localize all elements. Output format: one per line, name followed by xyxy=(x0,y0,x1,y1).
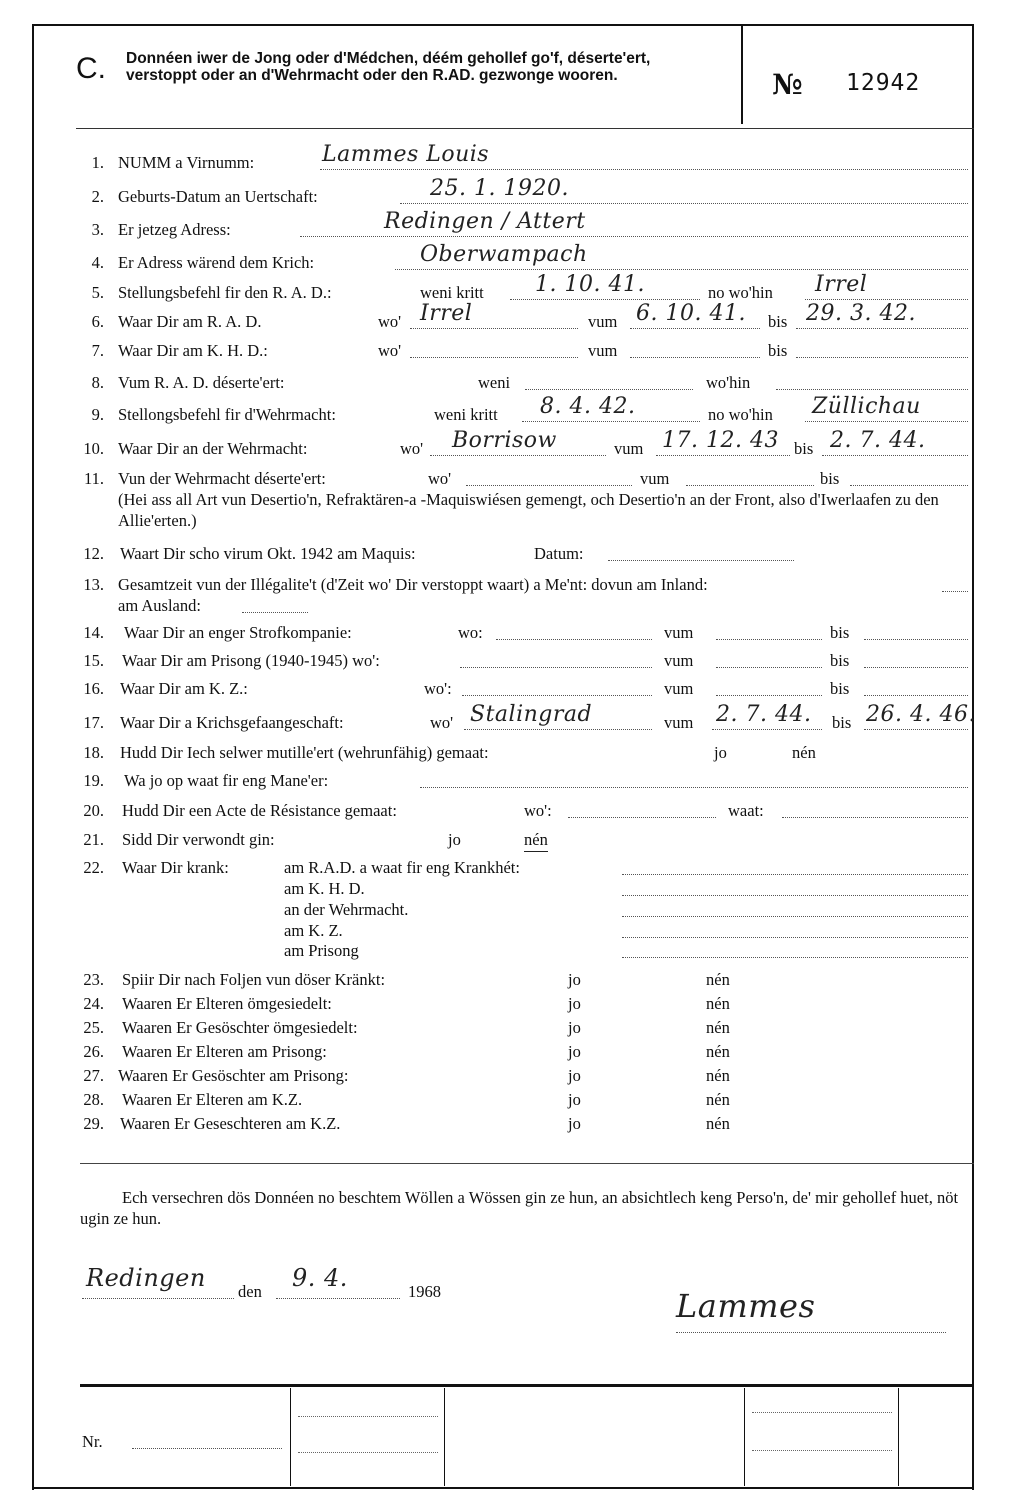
fill-line[interactable] xyxy=(510,299,700,300)
row-9 xyxy=(0,394,1024,428)
row-3 xyxy=(0,209,1024,243)
row-8 xyxy=(0,372,1024,396)
col-label: weni kritt xyxy=(434,405,498,424)
row-number: 1. xyxy=(91,153,104,172)
row-label: Waaren Er Elteren ömgesiedelt: xyxy=(122,994,332,1013)
fill-line[interactable] xyxy=(822,455,968,456)
row-number: 8. xyxy=(91,373,104,392)
option-no[interactable]: nén xyxy=(706,1042,730,1061)
col-label: no wo'hin xyxy=(708,405,773,424)
row-26 xyxy=(0,1041,1024,1065)
row-17 xyxy=(0,702,1024,736)
fill-line[interactable] xyxy=(320,169,968,170)
place-fill-line[interactable] xyxy=(82,1298,234,1299)
year-label: 1968 xyxy=(408,1282,441,1301)
col-label: wo': xyxy=(424,679,452,698)
handwritten-name: Lammes Louis xyxy=(322,142,490,167)
header-rule xyxy=(76,128,974,129)
row-label: Waar Dir a Krichsgefaangeschaft: xyxy=(120,713,344,732)
option-yes[interactable]: jo xyxy=(568,1066,581,1085)
fill-line[interactable] xyxy=(568,817,716,818)
fill-line[interactable] xyxy=(782,817,968,818)
fill-line[interactable] xyxy=(242,612,308,613)
handwritten-date: 29. 3. 42. xyxy=(806,301,916,326)
row-number: 27. xyxy=(83,1066,104,1085)
form-number: 12942 xyxy=(846,70,921,96)
option-yes[interactable]: jo xyxy=(714,743,727,762)
option-no[interactable]: nén xyxy=(706,1018,730,1037)
nr-label: Nr. xyxy=(82,1432,103,1451)
col-label: bis xyxy=(768,341,788,360)
row-label: Gesamtzeit vun der Illégalite't (d'Zeit wo' Dir verstoppt waart) a Me'nt: dovun am Inland: xyxy=(118,575,708,594)
handwritten-place: Redingen xyxy=(86,1264,206,1292)
row-11-note: (Hei ass all Art vun Desertio'n, Refraktären-a -Maquiswiésen gemengt, och Desertio'n an der Front, also d'Iwerlaafen zu den Allie'erten.) xyxy=(118,490,939,530)
handwritten-birthdate: 25. 1. 1920. xyxy=(430,176,569,201)
handwritten-place: Züllichau xyxy=(812,394,921,419)
office-fill-line[interactable] xyxy=(752,1450,892,1451)
col-label: vum xyxy=(588,341,618,360)
sub-label: am K. H. D. xyxy=(284,879,365,898)
fill-line[interactable] xyxy=(864,639,968,640)
fill-line[interactable] xyxy=(460,667,652,668)
col-label: bis xyxy=(794,439,814,458)
row-6 xyxy=(0,301,1024,335)
row-label: Waar Dir am Prisong (1940-1945) wo': xyxy=(122,651,380,670)
fill-line[interactable] xyxy=(622,916,968,917)
fill-line[interactable] xyxy=(776,389,968,390)
col-label: weni kritt xyxy=(420,283,484,302)
col-label: bis xyxy=(830,679,850,698)
col-label: no wo'hin xyxy=(708,283,773,302)
option-yes[interactable]: jo xyxy=(568,1114,581,1133)
row-14 xyxy=(0,622,1024,646)
fill-line[interactable] xyxy=(608,560,794,561)
fill-line[interactable] xyxy=(686,485,814,486)
row-number: 2. xyxy=(91,187,104,206)
handwritten-signature: Lammes xyxy=(676,1287,816,1325)
sub-label: am Prisong xyxy=(284,941,359,960)
col-label: Datum: xyxy=(534,544,584,563)
row-label: Waar Dir am K. Z.: xyxy=(120,679,248,698)
option-yes[interactable]: jo xyxy=(568,994,581,1013)
date-fill-line[interactable] xyxy=(276,1298,400,1299)
col-label: bis xyxy=(820,469,840,488)
row-number: 4. xyxy=(91,253,104,272)
row-2 xyxy=(0,176,1024,210)
handwritten-date: 26. 4. 46. xyxy=(866,702,976,727)
header-divider xyxy=(741,26,743,124)
col-label: weni xyxy=(478,373,511,392)
fill-line[interactable] xyxy=(656,455,790,456)
option-no[interactable]: nén xyxy=(706,994,730,1013)
row-13-abroad xyxy=(0,595,1024,619)
row-label: Waaren Er Gesöschter am Prisong: xyxy=(118,1066,349,1085)
col-label: bis xyxy=(830,651,850,670)
row-label: Waaren Er Gesöschter ömgesiedelt: xyxy=(122,1018,358,1037)
row-label: Wa jo op waat fir eng Mane'er: xyxy=(124,771,329,790)
row-4 xyxy=(0,242,1024,276)
row-label: Waar Dir am R. A. D. xyxy=(118,312,262,331)
row-number: 15. xyxy=(83,651,104,670)
row-label: Waar Dir an der Wehrmacht: xyxy=(118,439,308,458)
fill-line[interactable] xyxy=(796,328,968,329)
col-label: waat: xyxy=(728,801,764,820)
office-fill-line[interactable] xyxy=(752,1412,892,1413)
option-no[interactable]: nén xyxy=(792,743,816,762)
fill-line[interactable] xyxy=(622,957,968,958)
fill-line[interactable] xyxy=(522,421,700,422)
row-number: 29. xyxy=(83,1114,104,1133)
fill-line[interactable] xyxy=(864,729,968,730)
row-number: 21. xyxy=(83,830,104,849)
col-label: vum xyxy=(664,651,694,670)
handwritten-address: Redingen / Attert xyxy=(384,209,586,234)
form-heading: Donnéen iwer de Jong oder d'Médchen, déém gehollef go'f, déserte'ert, verstoppt oder an d'Wehrmacht oder den R.AD. gezwonge wooren. xyxy=(126,50,651,84)
row-number: 5. xyxy=(91,283,104,302)
row-number: 16. xyxy=(83,679,104,698)
col-label: wo' xyxy=(378,341,402,360)
office-table-top xyxy=(80,1384,972,1387)
fill-line[interactable] xyxy=(525,389,693,390)
row-number: 10. xyxy=(83,439,104,458)
handwritten-date: 17. 12. 43 xyxy=(662,428,779,453)
option-yes[interactable]: jo xyxy=(568,1090,581,1109)
row-label: Hudd Dir Iech selwer mutille'ert (wehrunfähig) gemaat: xyxy=(120,743,489,762)
row-number: 12. xyxy=(83,544,104,563)
col-label: vum xyxy=(588,312,618,331)
section-rule xyxy=(80,1163,974,1164)
fill-line[interactable] xyxy=(430,455,606,456)
row-label: Geburts-Datum an Uertschaft: xyxy=(118,187,318,206)
fill-line[interactable] xyxy=(300,236,968,237)
fill-line[interactable] xyxy=(864,695,968,696)
col-label: wo' xyxy=(378,312,402,331)
fill-line[interactable] xyxy=(462,695,652,696)
handwritten-war-address: Oberwampach xyxy=(420,242,588,267)
row-number: 20. xyxy=(83,801,104,820)
row-1 xyxy=(0,142,1024,176)
col-label: vum xyxy=(664,713,694,732)
row-19 xyxy=(0,770,1024,794)
col-label: vum xyxy=(664,679,694,698)
handwritten-date: 8. 4. 42. xyxy=(540,394,636,419)
col-label: bis xyxy=(830,623,850,642)
fill-line[interactable] xyxy=(805,421,968,422)
option-no-selected[interactable]: nén xyxy=(524,829,548,852)
fill-line[interactable] xyxy=(410,357,578,358)
row-number: 9. xyxy=(91,405,104,424)
row-number: 28. xyxy=(83,1090,104,1109)
signature-fill-line[interactable] xyxy=(676,1332,946,1333)
row-label: Waar Dir am K. H. D.: xyxy=(118,341,268,360)
row-label: Stellungsbefehl fir den R. A. D.: xyxy=(118,283,332,302)
handwritten-date: 9. 4. xyxy=(292,1264,348,1292)
col-label: wo' xyxy=(430,713,454,732)
row-number: 24. xyxy=(83,994,104,1013)
fill-line[interactable] xyxy=(496,639,652,640)
row-12 xyxy=(0,543,1024,567)
handwritten-place: Borrisow xyxy=(452,428,557,453)
signature-place-date xyxy=(0,1264,1024,1305)
row-label: Sidd Dir verwondt gin: xyxy=(122,830,275,849)
row-number: 18. xyxy=(83,743,104,762)
row-20 xyxy=(0,800,1024,824)
row-label: Waar Dir an enger Strofkompanie: xyxy=(124,623,352,642)
row-label: NUMM a Virnumm: xyxy=(118,153,255,172)
row-label: Waaren Er Elteren am Prisong: xyxy=(122,1042,327,1061)
handwritten-date: 6. 10. 41. xyxy=(636,301,746,326)
option-yes[interactable]: jo xyxy=(568,970,581,989)
fill-line[interactable] xyxy=(622,937,968,938)
col-label: wo' xyxy=(400,439,424,458)
fill-line[interactable] xyxy=(410,328,578,329)
sub-label: am R.A.D. a waat fir eng Krankhét: xyxy=(284,858,520,877)
fill-line[interactable] xyxy=(712,729,822,730)
row-label: Waart Dir scho virum Okt. 1942 am Maquis: xyxy=(120,544,416,563)
fill-line[interactable] xyxy=(796,357,968,358)
row-number: 13. xyxy=(83,575,104,594)
option-yes[interactable]: jo xyxy=(448,830,461,849)
fill-line[interactable] xyxy=(622,874,968,875)
row-number: 26. xyxy=(83,1042,104,1061)
fill-line[interactable] xyxy=(716,695,822,696)
row-27 xyxy=(0,1065,1024,1089)
number-symbol: № xyxy=(772,68,803,101)
row-number: 22. xyxy=(83,858,104,877)
fill-line[interactable] xyxy=(716,667,822,668)
section-letter: C. xyxy=(76,52,106,85)
row-number: 11. xyxy=(83,469,104,488)
fill-line[interactable] xyxy=(622,895,968,896)
row-label: am Ausland: xyxy=(118,596,201,615)
option-no[interactable]: nén xyxy=(706,1066,730,1085)
row-number: 19. xyxy=(83,771,104,790)
row-23 xyxy=(0,969,1024,993)
fill-line[interactable] xyxy=(716,639,822,640)
row-29 xyxy=(0,1113,1024,1137)
row-label: Stellongsbefehl fir d'Wehrmacht: xyxy=(118,405,336,424)
row-number: 14. xyxy=(83,623,104,642)
fill-line[interactable] xyxy=(630,328,760,329)
sub-label: am K. Z. xyxy=(284,921,343,940)
fill-line[interactable] xyxy=(805,299,968,300)
row-22-prisong xyxy=(0,940,1024,964)
row-21 xyxy=(0,829,1024,853)
row-7 xyxy=(0,340,1024,364)
office-fill-line[interactable] xyxy=(298,1452,438,1453)
row-number: 7. xyxy=(91,341,104,360)
row-16 xyxy=(0,678,1024,702)
handwritten-place: Irrel xyxy=(420,301,473,326)
row-15 xyxy=(0,650,1024,674)
row-label: Waar Dir krank: xyxy=(122,858,229,877)
option-yes[interactable]: jo xyxy=(568,1018,581,1037)
row-28 xyxy=(0,1089,1024,1113)
row-number: 17. xyxy=(83,713,104,732)
row-label: Spiir Dir nach Foljen vun döser Kränkt: xyxy=(122,970,386,989)
nr-fill-line[interactable] xyxy=(132,1448,282,1449)
fill-line[interactable] xyxy=(420,787,968,788)
row-number: 3. xyxy=(91,220,104,239)
fill-line[interactable] xyxy=(630,357,760,358)
fill-line[interactable] xyxy=(942,591,968,592)
row-18 xyxy=(0,742,1024,766)
form-bottom-border xyxy=(32,1487,974,1489)
col-label: vum xyxy=(664,623,694,642)
row-label: Er Adress wärend dem Krich: xyxy=(118,253,315,272)
option-yes[interactable]: jo xyxy=(568,1042,581,1061)
declaration-text: Ech versechren dös Donnéen no beschtem Wöllen a Wössen gin ze hun, an absichtlech keng Perso'n, de' mir gehollef huet, nöt ugin ze hun. xyxy=(80,1188,959,1228)
handwritten-date: 2. 7. 44. xyxy=(716,702,812,727)
den-label: den xyxy=(238,1282,262,1301)
fill-line[interactable] xyxy=(464,729,652,730)
handwritten-place: Stalingrad xyxy=(470,702,593,727)
handwritten-date: 1. 10. 41. xyxy=(535,272,645,297)
row-label: Waaren Er Geseschteren am K.Z. xyxy=(120,1114,341,1133)
col-label: vum xyxy=(614,439,644,458)
fill-line[interactable] xyxy=(400,203,968,204)
fill-line[interactable] xyxy=(850,485,968,486)
col-label: wo: xyxy=(458,623,483,642)
fill-line[interactable] xyxy=(864,667,968,668)
row-label: Hudd Dir een Acte de Résistance gemaat: xyxy=(122,801,397,820)
row-label: Er jetzeg Adress: xyxy=(118,220,231,239)
fill-line[interactable] xyxy=(466,485,632,486)
row-number: 6. xyxy=(91,312,104,331)
row-24 xyxy=(0,993,1024,1017)
col-label: wo'hin xyxy=(706,373,751,392)
row-label: Vun der Wehrmacht déserte'ert: xyxy=(118,469,326,488)
sub-label: an der Wehrmacht. xyxy=(284,900,409,919)
office-nr xyxy=(0,1431,1024,1455)
col-label: bis xyxy=(832,713,852,732)
office-fill-line[interactable] xyxy=(298,1416,438,1417)
row-25 xyxy=(0,1017,1024,1041)
option-no[interactable]: nén xyxy=(706,1114,730,1133)
col-label: wo' xyxy=(428,469,452,488)
handwritten-date: 2. 7. 44. xyxy=(830,428,926,453)
row-number: 25. xyxy=(83,1018,104,1037)
col-label: vum xyxy=(640,469,670,488)
col-label: wo': xyxy=(524,801,552,820)
option-no[interactable]: nén xyxy=(706,970,730,989)
option-no[interactable]: nén xyxy=(706,1090,730,1109)
row-label: Waaren Er Elteren am K.Z. xyxy=(122,1090,303,1109)
row-number: 23. xyxy=(83,970,104,989)
row-label: Vum R. A. D. déserte'ert: xyxy=(118,373,285,392)
handwritten-place: Irrel xyxy=(815,272,868,297)
fill-line[interactable] xyxy=(395,269,968,270)
col-label: bis xyxy=(768,312,788,331)
row-10 xyxy=(0,428,1024,462)
